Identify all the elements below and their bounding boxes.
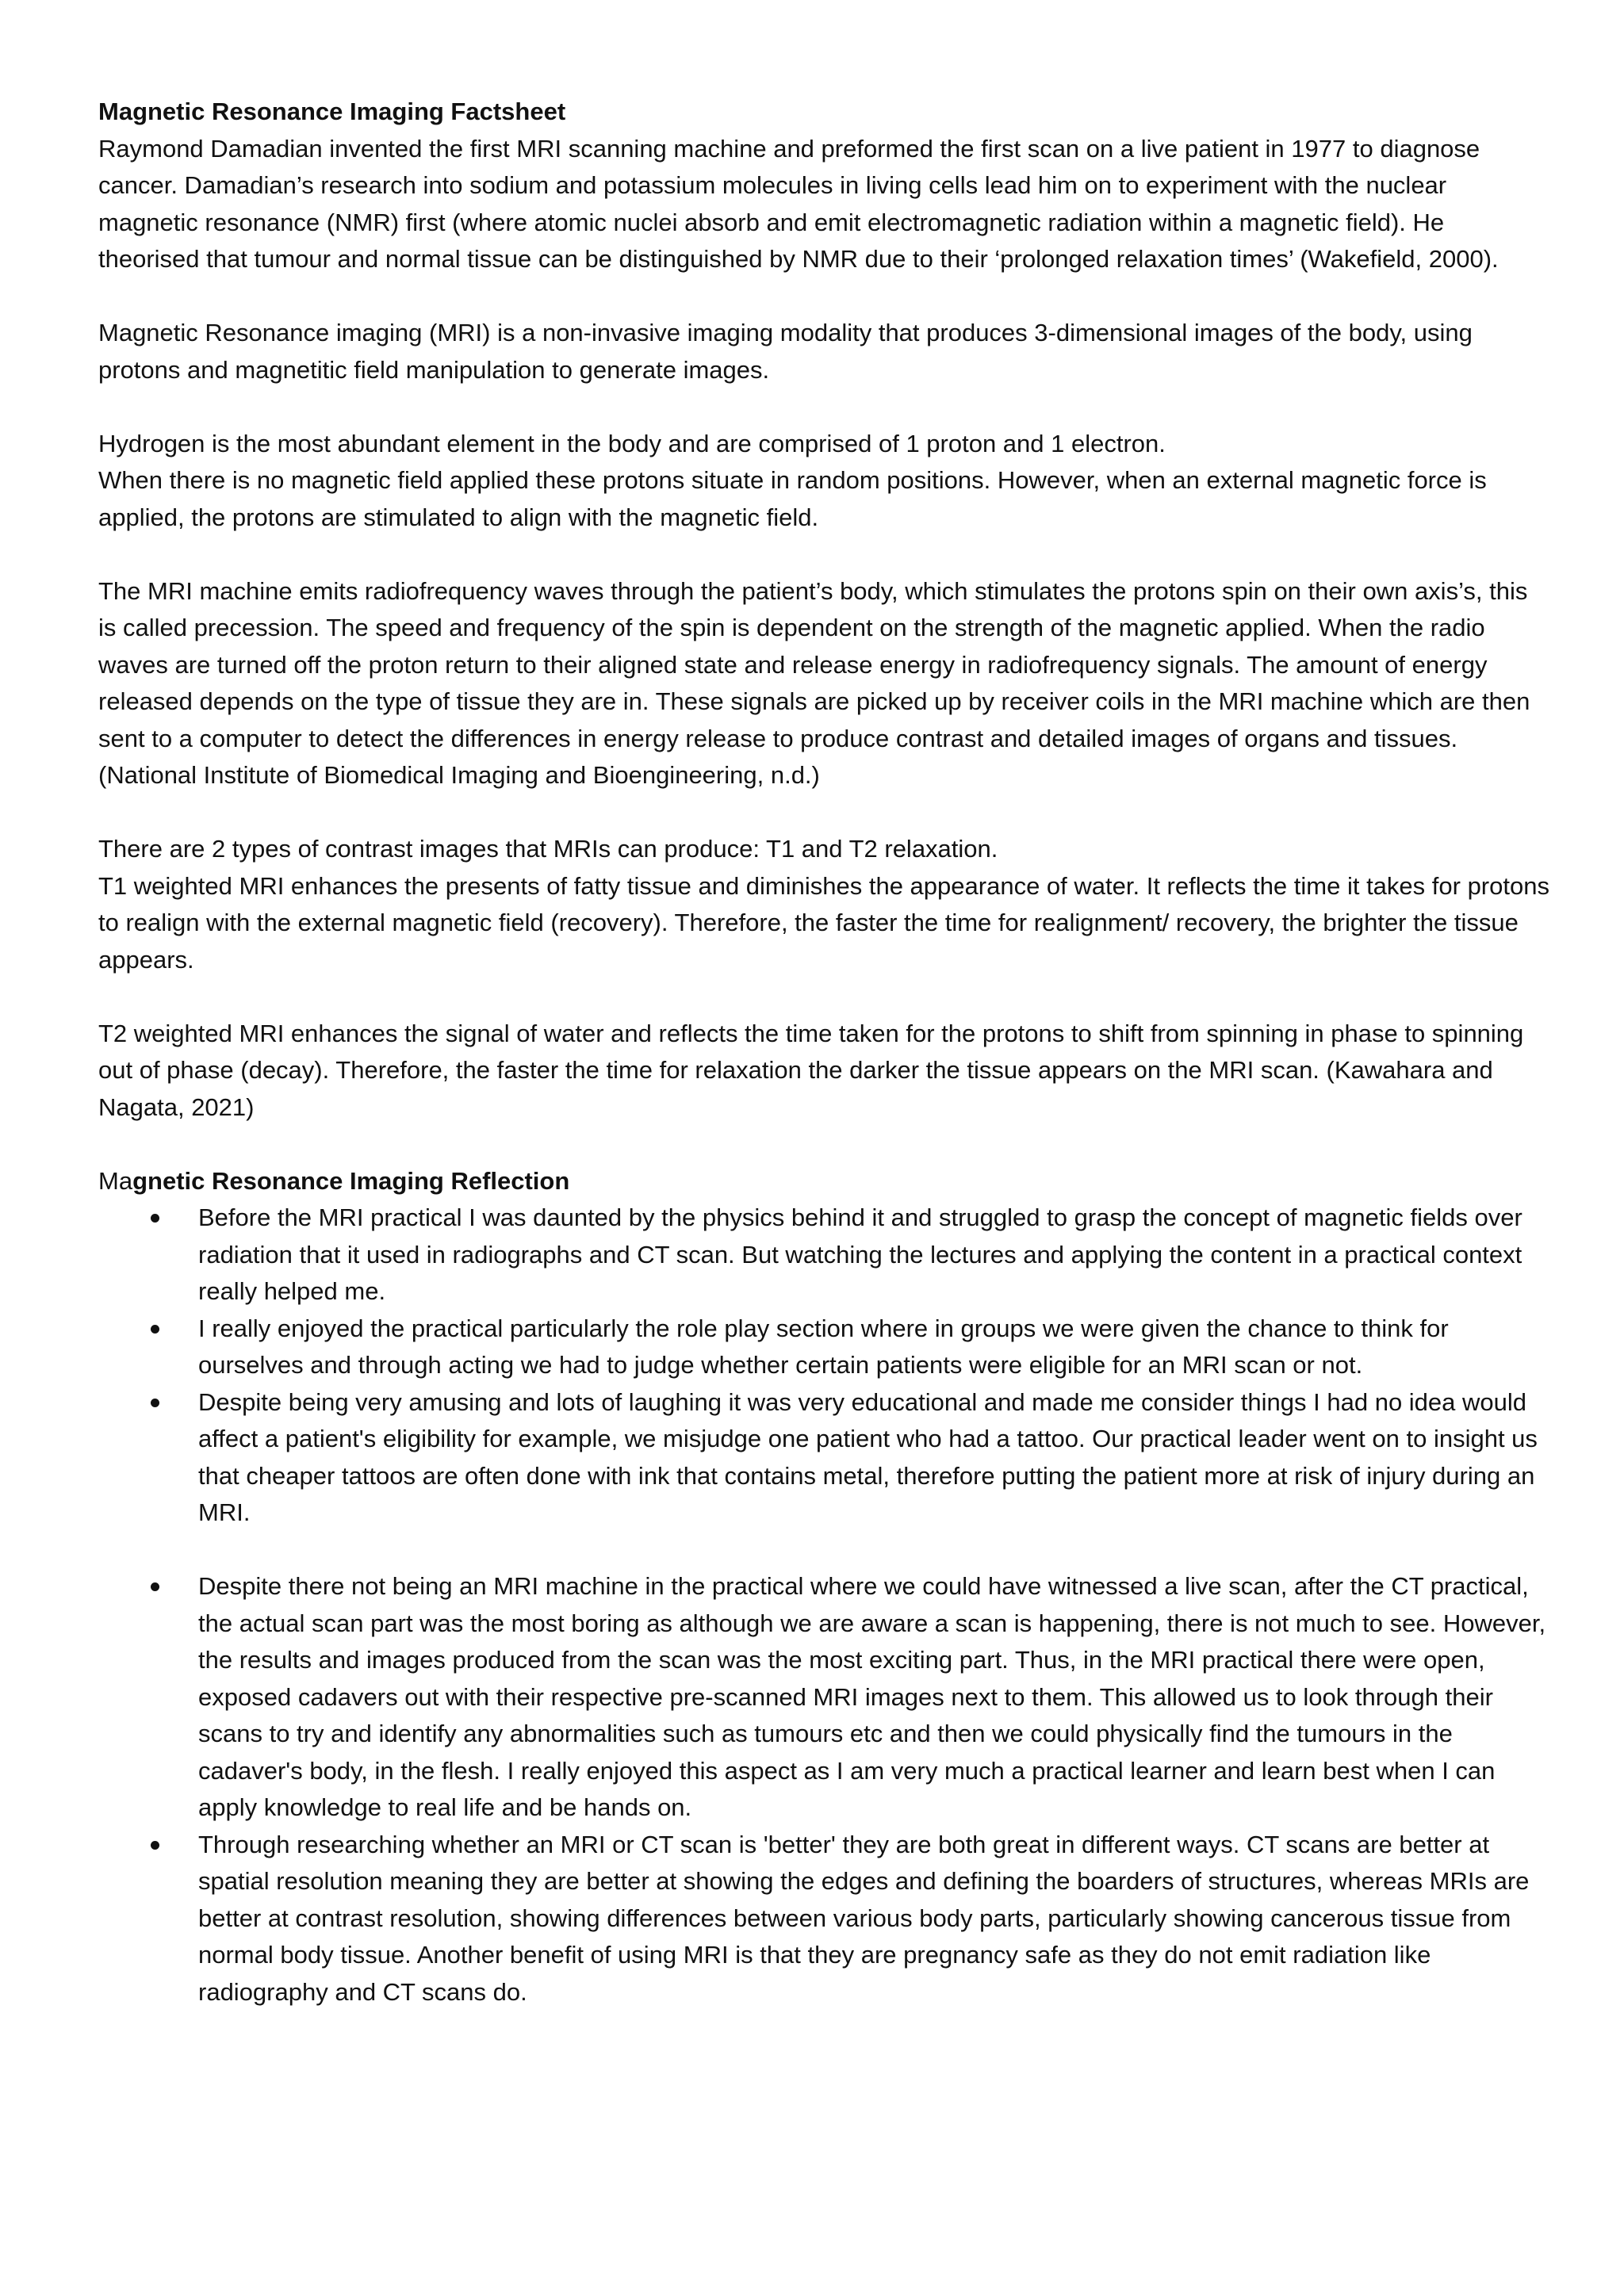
reflection-bullet-text: Despite there not being an MRI machine in the practical where we could have witnessed a live scan, after the CT practical, the actual scan part was the most boring as although we are aware a scan is happening, there is not much to see. However, the results and images produced from the scan was the most exciting part. Thus, in the MRI practical there were open, exposed cadavers out with their respective pre-scanned MRI images next to them. This allowed us to look through their scans to try and identify any abnormalities such as tumours etc and then we could physically find the tumours in the cadaver's body, in the flesh. I really enjoyed this aspect as I am very much a practical learner and learn best when I can apply knowledge to real life and be hands on.: [198, 1572, 1546, 1821]
bullet-dot-icon: [151, 1841, 159, 1850]
factsheet-paragraph-t1: T1 weighted MRI enhances the presents of fatty tissue and diminishes the appearance of water. It reflects the time it takes for protons to realign with the external magnetic field (recovery). Therefore, the faster the time for realignment/ recovery, the brighter the tissue appears.: [98, 871, 1549, 974]
factsheet-paragraph-mri-definition: Magnetic Resonance imaging (MRI) is a non-invasive imaging modality that produces 3-dimensional images of the body, using protons and magnetitic field manipulation to generate images.: [98, 319, 1473, 384]
reflection-bullet-text: Through researching whether an MRI or CT scan is 'better' they are both great in different ways. CT scans are better at spatial resolution meaning they are better at showing the edges and defining the boarders of structures, whereas MRIs are better at contrast resolution, showing differences between various body parts, particularly showing cancerous tissue from normal body tissue. Another benefit of using MRI is that they are pregnancy safe as they do not emit radiation like radiography and CT scans do.: [198, 1830, 1530, 2006]
bullet-dot-icon: [151, 1214, 159, 1223]
factsheet-paragraph-magnetic-field: When there is no magnetic field applied these protons situate in random positions. However, when an external magnetic force is applied, the protons are stimulated to align with the magnetic field.: [98, 466, 1487, 531]
paragraph-gap: [98, 388, 1549, 426]
reflection-bullet-item: [98, 1568, 1549, 1827]
paragraph-gap: [98, 536, 1549, 573]
factsheet-paragraph-t2: T2 weighted MRI enhances the signal of water and reflects the time taken for the protons to shift from spinning in phase to spinning out of phase (decay). Therefore, the faster the time for relaxation the darker the tissue appears on the MRI scan. (Kawahara and Nagata, 2021): [98, 1019, 1524, 1121]
reflection-bullet-item: [98, 1200, 1549, 1311]
paragraph-gap: [98, 278, 1549, 316]
bullet-dot-icon: [151, 1399, 159, 1407]
reflection-bullet-text: Before the MRI practical I was daunted by the physics behind it and struggled to grasp the concept of magnetic fields over radiation that it used in radiographs and CT scan. But watching the lectures and applying the content in a practical context really helped me.: [198, 1203, 1522, 1305]
factsheet-paragraph-radiofrequency: The MRI machine emits radiofrequency waves through the patient’s body, which stimulates the protons spin on their own axis’s, this is called precession. The speed and frequency of the spin is dependent on the strength of the magnetic applied. When the radio waves are turned off the proton return to their aligned state and release energy in radiofrequency signals. The amount of energy released depends on the type of tissue they are in. These signals are picked up by receiver coils in the MRI machine which are then sent to a computer to detect the differences in energy release to produce contrast and detailed images of organs and tissues. (National Institute of Biomedical Imaging and Bioengineering, n.d.): [98, 576, 1530, 789]
reflection-title: [98, 1163, 1549, 1200]
factsheet-paragraph-contrast-types: There are 2 types of contrast images that MRIs can produce: T1 and T2 relaxation.: [98, 835, 998, 863]
reflection-title-plain: Ma: [98, 1166, 133, 1195]
paragraph-gap: [98, 1126, 1549, 1163]
reflection-bullet-item: [98, 1311, 1549, 1384]
factsheet-title: Magnetic Resonance Imaging Factsheet: [98, 98, 566, 125]
factsheet-paragraph-damadian: Raymond Damadian invented the first MRI scanning machine and preformed the first scan on a live patient in 1977 to diagnose cancer. Damadian’s research into sodium and potassium molecules in living cells lead him on to experiment with the nuclear magnetic resonance (NMR) first (where atomic nuclei absorb and emit electromagnetic radiation within a magnetic field). He theorised that tumour and normal tissue can be distinguished by NMR due to their ‘prolonged relaxation times’ (Wakefield, 2000).: [98, 134, 1499, 273]
reflection-bullet-text: I really enjoyed the practical particularly the role play section where in groups we were given the chance to think for ourselves and through acting we had to judge whether certain patients were eligible for an MRI scan or not.: [198, 1314, 1449, 1379]
reflection-bullet-list: [98, 1200, 1549, 2011]
document-page: [98, 94, 1549, 2011]
bullet-dot-icon: [151, 1325, 159, 1334]
reflection-bullet-item: [98, 1384, 1549, 1532]
bullet-dot-icon: [151, 1582, 159, 1591]
paragraph-gap: [98, 978, 1549, 1016]
factsheet-paragraph-hydrogen: Hydrogen is the most abundant element in the body and are comprised of 1 proton and 1 electron.: [98, 429, 1166, 457]
reflection-bullet-text: Despite being very amusing and lots of laughing it was very educational and made me consider things I had no idea would affect a patient's eligibility for example, we misjudge one patient who had a tattoo. Our practical leader went on to insight us that cheaper tattoos are often done with ink that contains metal, therefore putting the patient more at risk of injury during an MRI.: [198, 1387, 1538, 1526]
reflection-title-bold: gnetic Resonance Imaging Reflection: [132, 1166, 570, 1195]
paragraph-gap: [98, 794, 1549, 832]
reflection-bullet-item: [98, 1827, 1549, 2011]
